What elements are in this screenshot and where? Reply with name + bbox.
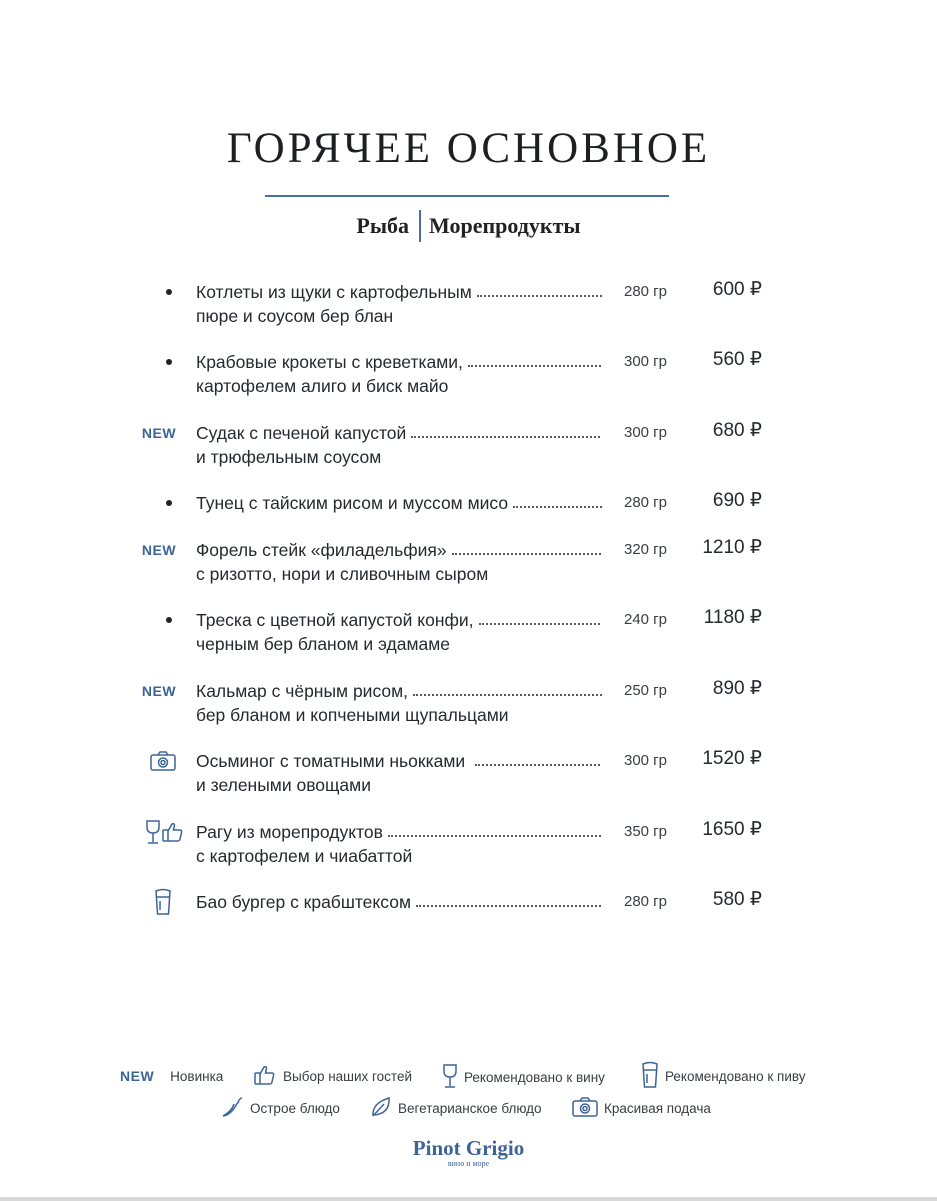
legend-presentation bbox=[572, 1096, 711, 1121]
item-price: 1180 ₽ bbox=[703, 607, 762, 628]
item-weight: 280 гр bbox=[623, 283, 667, 300]
legend-beer bbox=[641, 1061, 806, 1092]
item-name: Котлеты из щуки с картофельным bbox=[196, 280, 602, 304]
item-weight: 250 гр bbox=[623, 682, 667, 699]
wine-thumb-icon bbox=[144, 820, 188, 844]
wine-glass-icon bbox=[442, 1063, 464, 1092]
item-price: 1650 ₽ bbox=[702, 819, 762, 840]
item-weight: 240 гр bbox=[623, 611, 667, 628]
dot-leader bbox=[475, 763, 602, 766]
dot-leader bbox=[477, 294, 602, 297]
page-title: ГОРЯЧЕЕ ОСНОВНОЕ bbox=[226, 125, 711, 172]
dot-leader bbox=[468, 364, 602, 367]
item-description: бер бланом и копчеными щупальцами bbox=[196, 705, 509, 725]
dot-leader bbox=[452, 552, 602, 555]
legend-presentation-label: Красивая подача bbox=[604, 1101, 711, 1116]
new-badge: NEW bbox=[141, 542, 177, 558]
dot-leader bbox=[513, 505, 602, 508]
item-name: Бао бургер с крабштексом bbox=[196, 890, 602, 914]
item-price: 680 ₽ bbox=[712, 420, 762, 441]
legend-spicy bbox=[220, 1095, 340, 1122]
beer-glass-icon bbox=[641, 1061, 665, 1092]
item-name: Рагу из морепродуктов bbox=[196, 820, 602, 844]
legend-guests-choice-label: Выбор наших гостей bbox=[283, 1069, 413, 1084]
item-weight: 280 гр bbox=[623, 893, 667, 910]
bullet-marker bbox=[140, 350, 186, 374]
legend-guests-choice bbox=[253, 1063, 412, 1090]
camera-icon bbox=[572, 1096, 604, 1121]
item-weight: 350 гр bbox=[623, 823, 667, 840]
subtitle-separator bbox=[419, 210, 421, 242]
new-badge: NEW bbox=[141, 425, 177, 441]
dot-leader bbox=[416, 904, 602, 907]
thumbs-up-icon bbox=[253, 1063, 283, 1090]
subtitle-seafood: Морепродукты bbox=[429, 213, 581, 239]
item-weight: 320 гр bbox=[623, 541, 667, 558]
menu-item bbox=[0, 538, 937, 586]
item-weight: 300 гр bbox=[623, 752, 667, 769]
item-name: Тунец с тайским рисом и муссом мисо bbox=[196, 491, 602, 515]
item-weight: 280 гр bbox=[623, 494, 667, 511]
legend-new bbox=[120, 1068, 223, 1084]
item-name: Треска с цветной капустой конфи, bbox=[196, 608, 602, 632]
item-price: 1520 ₽ bbox=[702, 748, 762, 769]
item-price: 1210 ₽ bbox=[702, 537, 762, 558]
item-description: черным бер бланом и эдамаме bbox=[196, 634, 450, 654]
brand-logo bbox=[0, 1136, 937, 1168]
menu-item bbox=[0, 491, 937, 539]
dot-leader bbox=[479, 622, 602, 625]
new-badge: NEW bbox=[120, 1068, 155, 1084]
bullet-marker bbox=[140, 280, 186, 304]
legend-new-label: Новинка bbox=[170, 1068, 224, 1084]
item-description: с ризотто, нори и сливочным сыром bbox=[196, 564, 489, 584]
item-description: и зелеными овощами bbox=[196, 775, 371, 795]
bullet-marker bbox=[140, 608, 186, 632]
legend-beer-label: Рекомендовано к пиву bbox=[665, 1069, 806, 1084]
item-name: Кальмар с чёрным рисом, bbox=[196, 679, 602, 703]
item-description: пюре и соусом бер блан bbox=[196, 306, 394, 326]
legend-spicy-label: Острое блюдо bbox=[250, 1101, 340, 1116]
chili-pepper-icon bbox=[220, 1095, 250, 1122]
menu-item bbox=[0, 820, 937, 868]
page-bottom-edge bbox=[0, 1197, 937, 1201]
brand-name: Pinot Grigio bbox=[412, 1136, 525, 1160]
item-description: с картофелем и чиабаттой bbox=[196, 846, 413, 866]
item-name: Форель стейк «филадельфия» bbox=[196, 538, 602, 562]
menu-item bbox=[0, 749, 937, 797]
item-description: картофелем алиго и биск майо bbox=[196, 376, 449, 396]
legend-vegetarian bbox=[370, 1095, 542, 1122]
item-price: 890 ₽ bbox=[712, 678, 762, 699]
menu-item bbox=[0, 890, 937, 938]
item-name: Крабовые крокеты с креветками, bbox=[196, 350, 602, 374]
item-weight: 300 гр bbox=[623, 353, 667, 370]
bullet-marker bbox=[140, 491, 186, 515]
brand-tagline: вино и море bbox=[447, 1159, 490, 1168]
menu-item bbox=[0, 280, 937, 328]
title-divider bbox=[265, 195, 669, 197]
camera-icon bbox=[140, 749, 186, 773]
item-description: и трюфельным соусом bbox=[196, 447, 382, 467]
dot-leader bbox=[413, 693, 602, 696]
menu-item bbox=[0, 608, 937, 656]
leaf-icon bbox=[370, 1095, 398, 1122]
subtitle-fish: Рыба bbox=[356, 213, 410, 239]
menu-item bbox=[0, 350, 937, 398]
beer-icon bbox=[140, 890, 186, 914]
dot-leader bbox=[411, 435, 602, 438]
item-price: 600 ₽ bbox=[712, 279, 762, 300]
item-price: 690 ₽ bbox=[712, 490, 762, 511]
item-name: Осьминог с томатными ньокками bbox=[196, 749, 602, 773]
menu-item bbox=[0, 421, 937, 469]
legend-vegetarian-label: Вегетарианское блюдо bbox=[398, 1101, 542, 1116]
item-name: Судак с печеной капустой bbox=[196, 421, 602, 445]
legend-wine bbox=[442, 1063, 605, 1092]
dot-leader bbox=[388, 834, 602, 837]
menu-item bbox=[0, 679, 937, 727]
item-price: 560 ₽ bbox=[712, 349, 762, 370]
item-price: 580 ₽ bbox=[712, 889, 762, 910]
new-badge: NEW bbox=[141, 683, 177, 699]
section-subtitle bbox=[0, 212, 937, 244]
item-weight: 300 гр bbox=[623, 424, 667, 441]
legend-wine-label: Рекомендовано к вину bbox=[464, 1070, 605, 1085]
